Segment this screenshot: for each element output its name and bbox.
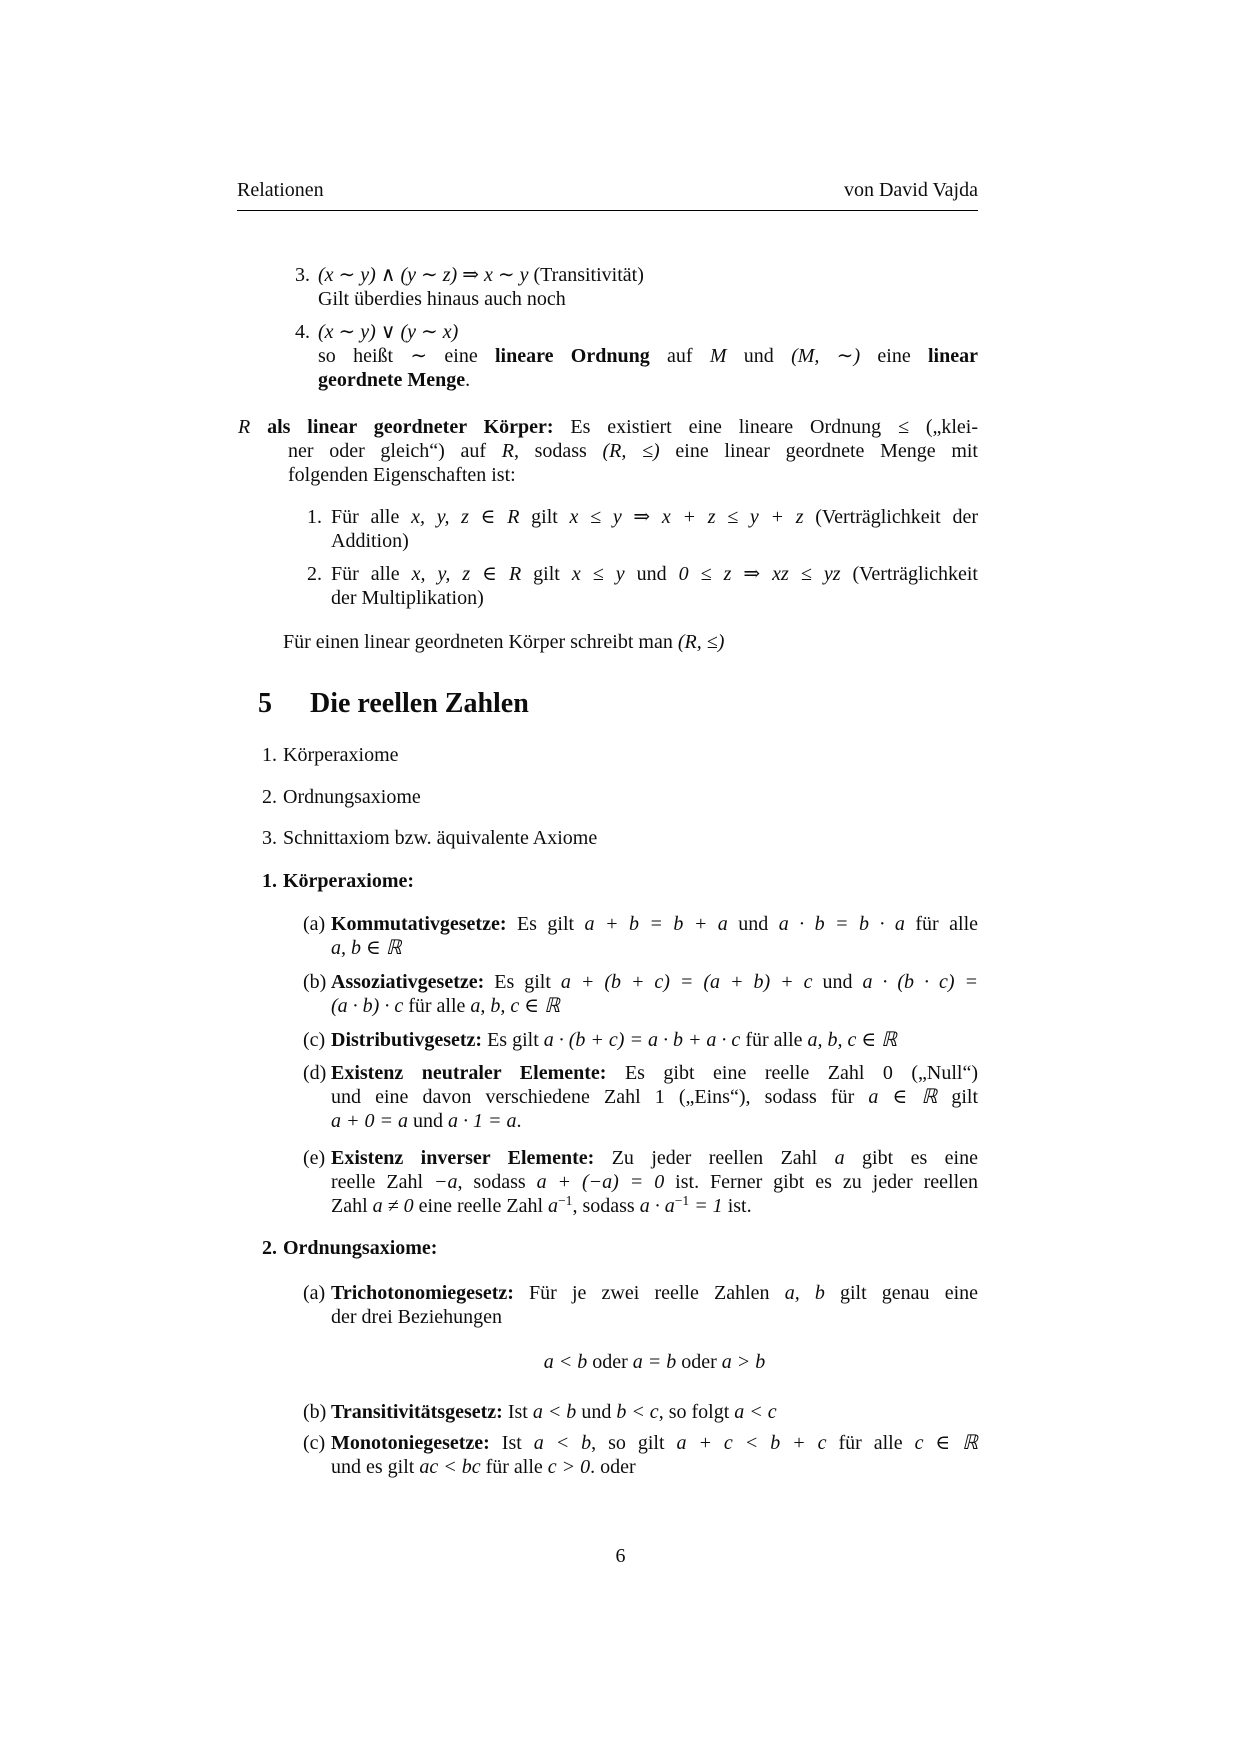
item-text: Ordnungsaxiome — [283, 786, 421, 808]
text-line: a < b oder a = b oder a > b — [543, 1351, 766, 1373]
page-header — [237, 178, 978, 211]
paragraph-ordered-field-definition — [238, 415, 979, 487]
header-title: Relationen — [237, 179, 324, 201]
axiom-kommutativgesetze — [303, 912, 979, 960]
item-text — [331, 562, 978, 610]
text-line: (a · b) · c für alle a, b, c ∈ ℝ — [331, 995, 560, 1017]
item-text: Körperaxiome — [283, 744, 399, 766]
text-line: und es gilt ac < bc für alle c > 0. oder — [331, 1456, 636, 1478]
text-line: Existenz inverser Elemente: Zu jeder reellen Zahl a gibt es eine — [331, 1147, 978, 1169]
axiom-transitivitaetsgesetz — [303, 1400, 978, 1424]
item-text — [331, 1146, 978, 1220]
item-letter: (e) — [303, 1147, 326, 1169]
overview-item-schnittaxiom — [262, 826, 978, 850]
text-line: so heißt ∼ eine lineare Ordnung auf M und (M, ∼) eine linear — [318, 345, 978, 367]
text-line: Transitivitätsgesetz: Ist a < b und b < c, so folgt a < c — [331, 1401, 777, 1423]
item-number: 1. — [307, 506, 322, 528]
text-line: (x ∼ y) ∨ (y ∼ x) — [318, 321, 459, 343]
axiom-group-title: Körperaxiome: — [283, 870, 415, 892]
text-line: Für alle x, y, z ∈ R gilt x ≤ y ⇒ x + z ≤ y + z (Verträglichkeit der — [331, 506, 978, 528]
item-text — [331, 970, 978, 1018]
item-number: 1. — [262, 870, 277, 892]
text-line: der Multiplikation) — [331, 587, 484, 609]
item-letter: (c) — [303, 1029, 326, 1051]
axiom-group-ordnungsaxiome — [262, 1236, 978, 1260]
header-author: von David Vajda — [843, 179, 978, 201]
axiom-assoziativgesetze — [303, 970, 978, 1018]
page-number: 6 — [615, 1545, 626, 1567]
item-number: 2. — [307, 563, 322, 585]
item-number: 1. — [262, 744, 277, 766]
item-text — [331, 1431, 978, 1479]
axiom-neutrale-elemente — [303, 1061, 979, 1133]
item-letter: (b) — [303, 971, 327, 993]
text-line: reelle Zahl −a, sodass a + (−a) = 0 ist. Ferner gibt es zu jeder reellen — [331, 1171, 979, 1193]
text-line: Gilt überdies hinaus auch noch — [318, 288, 566, 310]
text-line: Monotoniegesetze: Ist a < b, so gilt a + c < b + c für alle c ∈ ℝ — [331, 1432, 979, 1454]
text-line: a + 0 = a und a · 1 = a. — [331, 1110, 522, 1132]
item-number: 2. — [262, 786, 277, 808]
text-line: Kommutativgesetze: Es gilt a + b = b + a und a · b = b · a für alle — [331, 913, 979, 935]
text-line: Assoziativgesetze: Es gilt a + (b + c) = (a + b) + c und a · (b · c) = — [331, 971, 978, 993]
item-text — [331, 912, 978, 960]
text-line: Existenz neutraler Elemente: Es gibt eine reelle Zahl 0 („Null“) — [331, 1062, 979, 1084]
text-line: Für einen linear geordneten Körper schreibt man (R, ≤) — [283, 631, 725, 653]
text-line: und eine davon verschiedene Zahl 1 („Eins“), sodass für a ∈ ℝ gilt — [331, 1086, 978, 1108]
item-letter: (c) — [303, 1432, 326, 1454]
section-number: 5 — [258, 688, 272, 719]
item-number: 2. — [262, 1237, 277, 1259]
item-text — [331, 1061, 978, 1133]
axiom-trichotonomiegesetz — [303, 1281, 979, 1329]
text-line: Zahl a ≠ 0 eine reelle Zahl $a^{-1}$, sodass $a \cdot a^{-1} = 1$ ist. — [331, 1193, 752, 1217]
axiom-group-title: Ordnungsaxiome: — [283, 1237, 438, 1259]
section-heading — [258, 687, 529, 721]
text-line: der drei Beziehungen — [331, 1306, 503, 1328]
text-line: Addition) — [331, 530, 409, 552]
list-item-transitivity — [295, 263, 978, 311]
text-line: Distributivgesetz: Es gilt a · (b + c) = a · b + a · c für alle a, b, c ∈ ℝ — [331, 1029, 898, 1051]
item-letter: (a) — [303, 1282, 326, 1304]
item-number: 4. — [295, 321, 310, 343]
text-line: (x ∼ y) ∧ (y ∼ z) ⇒ x ∼ y (Transitivität) — [318, 264, 644, 286]
section-title: Die reellen Zahlen — [310, 688, 529, 719]
item-text: Schnittaxiom bzw. äquivalente Axiome — [283, 827, 598, 849]
axiom-distributivgesetz — [303, 1028, 978, 1052]
axiom-group-koerperaxiome — [262, 869, 978, 893]
item-text — [318, 263, 978, 311]
list-item-linear-order — [295, 320, 978, 392]
item-letter: (d) — [303, 1062, 327, 1084]
item-text — [331, 1400, 978, 1424]
list-item-addition-compatibility — [307, 505, 978, 553]
axiom-monotoniegesetze — [303, 1431, 979, 1479]
text-line: R als linear geordneter Körper: Es existiert eine lineare Ordnung ≤ („klei- — [238, 416, 979, 438]
overview-item-koerperaxiome — [262, 743, 978, 767]
paragraph-notation-note — [283, 630, 978, 654]
item-number: 3. — [295, 264, 310, 286]
item-letter: (a) — [303, 913, 326, 935]
display-equation-trichotomy — [331, 1350, 978, 1374]
text-line: Für alle x, y, z ∈ R gilt x ≤ y und 0 ≤ z ⇒ xz ≤ yz (Verträglichkeit — [331, 563, 978, 585]
text-line: a, b ∈ ℝ — [331, 937, 402, 959]
item-number: 3. — [262, 827, 277, 849]
list-item-multiplication-compatibility — [307, 562, 978, 610]
item-letter: (b) — [303, 1401, 327, 1423]
text-line: Trichotonomiegesetz: Für je zwei reelle Zahlen a, b gilt genau eine — [331, 1282, 979, 1304]
axiom-inverse-elemente — [303, 1146, 979, 1220]
text-line: folgenden Eigenschaften ist: — [288, 464, 516, 486]
item-text — [331, 505, 978, 553]
text-line: geordnete Menge. — [318, 369, 471, 391]
item-text — [318, 320, 978, 392]
item-text — [331, 1281, 978, 1329]
text-line: ner oder gleich“) auf R, sodass (R, ≤) eine linear geordnete Menge mit — [288, 440, 978, 462]
item-text — [331, 1028, 978, 1052]
overview-item-ordnungsaxiome — [262, 785, 978, 809]
